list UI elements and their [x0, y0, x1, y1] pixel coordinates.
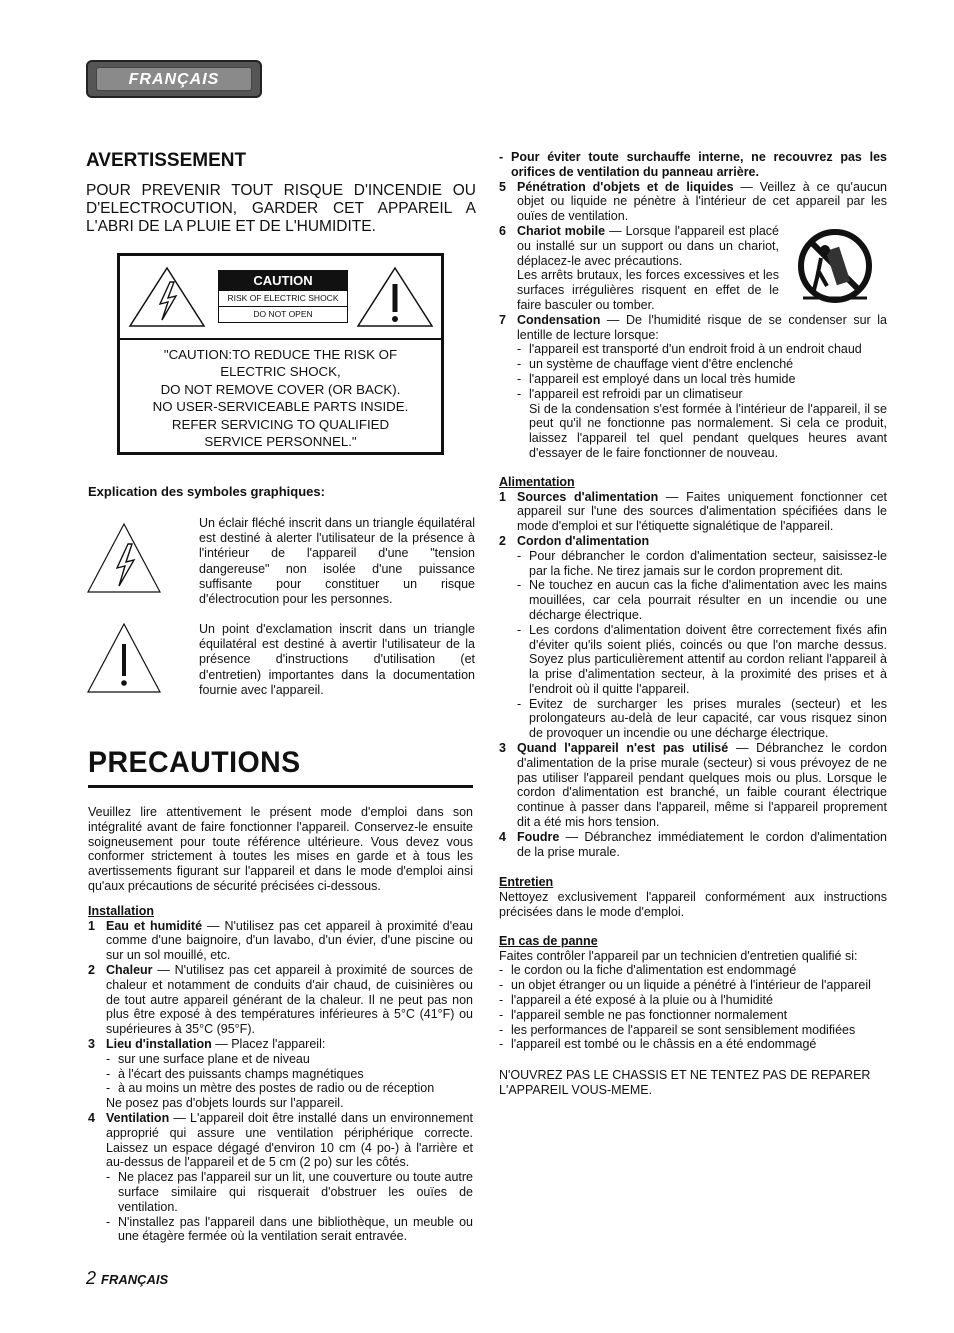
- item-head: Eau et humidité: [106, 918, 203, 933]
- item-number: 1: [499, 489, 506, 504]
- dash-text: Evitez de surcharger les prises murales (secteur) et les prolongateurs au-delà de leur capacité, car vous risquez sinon de provoquer un incendie ou une décharge électrique.: [529, 696, 887, 741]
- panne-intro: Faites contrôler l'appareil par un technicien d'entretien qualifié si:: [499, 948, 858, 963]
- item-number: 3: [499, 741, 506, 756]
- list-item: [499, 180, 887, 224]
- cart-warning-icon: [797, 228, 873, 304]
- dash-item: - Pour débrancher le cordon d'alimentation secteur, saisissez-le par la fiche. Ne tirez jamais sur le cordon proprement dit.: [517, 548, 887, 578]
- item-number: 7: [499, 312, 506, 327]
- page-footer: [86, 1268, 168, 1289]
- dash-item: - l'appareil a été exposé à la pluie ou à l'humidité: [499, 993, 887, 1008]
- list-item: [499, 224, 887, 313]
- entretien-text: Nettoyez exclusivement l'appareil conformément aux instructions précisées dans le mode d'emploi.: [499, 890, 887, 920]
- dash-item: - l'appareil est tombé ou le châssis en a été endommagé: [499, 1037, 887, 1052]
- item-head: Pénétration d'objets et de liquides: [517, 179, 734, 194]
- dash-item: - N'installez pas l'appareil dans une bibliothèque, un meuble ou une étagère fermée où la ventilation serait entravée.: [106, 1214, 473, 1244]
- dash-text: l'appareil est transporté d'un endroit froid à un endroit chaud: [529, 342, 862, 357]
- list-item: [499, 490, 887, 534]
- dash-text: Ne placez pas l'appareil sur un lit, une couverture ou toute autre surface similaire qui risquerait d'obstruer les ouïes de ventilation.: [118, 1170, 473, 1214]
- list-item: [499, 741, 887, 830]
- item-after-text: Les arrêts brutaux, les forces excessives et les surfaces irrégulières risquent en effet de le faire basculer ou tomber.: [517, 268, 779, 312]
- dash-text: Pour éviter toute surchauffe interne, ne recouvrez pas les orifices de ventilation du panneau arrière.: [511, 150, 887, 179]
- caution-line: DO NOT REMOVE COVER (OR BACK).: [160, 381, 401, 397]
- dash-item: - l'appareil est refroidi par un climatiseur: [517, 387, 887, 402]
- caution-label-sub2: DO NOT OPEN: [253, 309, 313, 319]
- lightning-triangle-icon: [86, 522, 162, 594]
- caution-box: [117, 253, 444, 455]
- item-after-text: Ne posez pas d'objets lourds sur l'appareil.: [106, 1096, 344, 1111]
- dash-text: Pour débrancher le cordon d'alimentation secteur, saisissez-le par la fiche. Ne tirez jamais sur le cordon proprement dit.: [529, 548, 887, 578]
- closing-warning: N'OUVREZ PAS LE CHASSIS ET NE TENTEZ PAS DE REPARER L'APPAREIL VOUS-MEME.: [499, 1068, 871, 1098]
- list-item: [88, 963, 473, 1037]
- list-item: [88, 1037, 473, 1111]
- precautions-heading: PRECAUTIONS: [88, 746, 301, 779]
- item-number: 1: [88, 918, 95, 933]
- precautions-divider: [88, 785, 473, 788]
- intro-paragraph: Veuillez lire attentivement le présent mode d'emploi dans son intégralité avant de faire fonctionner l'appareil. Conservez-le ensuite soigneusement pour toute référence ultérieure. Vous devez vous conformer strictement à toutes les mises en garde et à tous les avertissements figurant sur l'appareil et dans le mode d'emploi ainsi qu'aux précautions de sécurité précisées ci-dessous.: [88, 805, 473, 893]
- caution-box-text: [130, 346, 431, 450]
- item-text: — Débranchez le cordon d'alimentation de la prise murale (secteur) si vous prévoyez de ne pas utiliser l'appareil pendant quelques mois ou plus. Lorsque le cordon d'alimentation est branché, un faible courant électrique continue à passer dans l'appareil, même si l'appareil proprement dit a été mis hors tension.: [517, 741, 887, 830]
- dash-text: un système de chauffage vient d'être enclenché: [529, 357, 794, 372]
- item-text: — Veillez à ce qu'aucun objet ou liquide ne pénètre à l'intérieur de cet appareil par les ouïes de ventilation.: [517, 179, 887, 224]
- dash-item: - Ne touchez en aucun cas la fiche d'alimentation avec les mains mouillées, car cela pourrait résulter en un incendie ou une décharge électrique.: [517, 578, 887, 622]
- item-after-text: Si de la condensation s'est formée à l'intérieur de l'appareil, il se peut qu'il ne fonctionne pas normalement. Si cela ce produit, laissez l'appareil tel quel pendant quelques heures avant d'essayer de le faire fonctionner de nouveau.: [529, 401, 887, 460]
- item-head: Cordon d'alimentation: [517, 533, 650, 548]
- exclamation-explanation: Un point d'exclamation inscrit dans un triangle équilatéral est destiné à avertir l'utilisateur de la présence d'instructions d'utilisation (et d'entretien) importantes dans la documentation fournie avec l'appareil.: [199, 622, 475, 697]
- dash-text: N'installez pas l'appareil dans une bibliothèque, un meuble ou une étagère fermée où la ventilation serait entravée.: [118, 1214, 473, 1244]
- item-head: Quand l'appareil n'est pas utilisé: [517, 741, 729, 756]
- dash-item: - l'appareil est transporté d'un endroit froid à un endroit chaud: [517, 342, 887, 357]
- item-text: — Faites uniquement fonctionner cet appareil sur l'une des sources d'alimentation spécifiées dans le mode d'emploi et sur l'étiquette signalétique de l'appareil.: [517, 489, 887, 534]
- item-number: 4: [499, 829, 506, 844]
- item-number: 2: [499, 533, 506, 548]
- caution-label-title: CAUTION: [219, 271, 347, 291]
- exclamation-triangle-icon: [86, 622, 162, 694]
- dash-item: - Pour éviter toute surchauffe interne, ne recouvrez pas les orifices de ventilation du panneau arrière.: [499, 150, 887, 179]
- language-tab: [86, 60, 262, 98]
- item-text: — Placez l'appareil:: [211, 1036, 326, 1051]
- lightning-triangle-icon: [128, 266, 206, 328]
- item-head: Condensation: [517, 312, 601, 327]
- caution-line: NO USER-SERVICEABLE PARTS INSIDE.: [152, 399, 409, 415]
- dash-text: le cordon ou la fiche d'alimentation est endommagé: [511, 963, 797, 978]
- dash-item: - à au moins un mètre des postes de radio ou de réception: [106, 1081, 473, 1096]
- item-head: Foudre: [517, 829, 560, 844]
- item-text: — N'utilisez pas cet appareil à proximité d'eau comme d'une baignoire, d'un lavabo, d'un évier, d'une piscine ou sur un sol mouillé, etc.: [106, 918, 473, 963]
- item-text: — De l'humidité risque de se condenser sur la lentille de lecture lorsque:: [517, 312, 887, 342]
- dash-item: - à l'écart des puissants champs magnétiques: [106, 1067, 473, 1082]
- item-head: Chaleur: [106, 962, 153, 977]
- caution-line: ELECTRIC SHOCK,: [220, 364, 341, 380]
- item-text: — N'utilisez pas cet appareil à proximité de sources de chaleur et notamment de conduits d'air chaud, de cuisinières ou de tout autre appareil générant de la chaleur. Il ne peut pas non plus être exposé à des températures inférieures à 5°C (41°F) ou supérieures à 35°C (95°F).: [106, 962, 473, 1037]
- exclamation-triangle-icon: [356, 266, 434, 328]
- avertissement-heading: AVERTISSEMENT: [86, 150, 247, 171]
- dash-item: - un système de chauffage vient d'être enclenché: [517, 357, 887, 372]
- list-item: [499, 534, 887, 741]
- caution-label-sub1: RISK OF ELECTRIC SHOCK: [219, 291, 347, 307]
- item-text: — L'appareil doit être installé dans un environnement approprié qui assure une ventilation périphérique correcte. Laissez un espace dégagé d'environ 10 cm (4 po-) à l'arrière et au-dessus de l'appareil et de 5 cm (2 po) sur les côtés.: [106, 1110, 473, 1170]
- list-item: [88, 1111, 473, 1244]
- item-text: — Lorsque l'appareil est placé ou installé sur un support ou dans un chariot, déplacez-le avec précautions.: [517, 223, 780, 268]
- installation-heading: Installation: [88, 903, 154, 918]
- alimentation-heading: Alimentation: [499, 474, 575, 489]
- item-number: 2: [88, 962, 95, 977]
- dash-text: l'appareil est employé dans un local très humide: [529, 371, 796, 386]
- list-item: [499, 830, 887, 860]
- item-head: Sources d'alimentation: [517, 489, 659, 504]
- item-head: Lieu d'installation: [106, 1036, 212, 1051]
- dash-text: Les cordons d'alimentation doivent être correctement fixés afin d'éviter qu'ils soient pliés, coincés ou que l'on marche dessus. Soyez plus particulièrement attentif au cordon reliant l'appareil à la prise d'alimentation secteur, à la proximité des prises et à l'endroit où il quitte l'appareil.: [529, 622, 887, 696]
- dash-item: - les performances de l'appareil se sont sensiblement modifiées: [499, 1023, 887, 1038]
- list-item: [88, 919, 473, 963]
- caution-label: [218, 270, 348, 323]
- left-column: [88, 805, 473, 1244]
- dash-text: sur une surface plane et de niveau: [118, 1051, 310, 1066]
- item-number: 5: [499, 179, 506, 194]
- dash-text: Ne touchez en aucun cas la fiche d'alimentation avec les mains mouillées, car cela pourrait résulter en un incendie ou une décharge électrique.: [529, 578, 887, 622]
- caution-line: "CAUTION:TO REDUCE THE RISK OF: [163, 347, 398, 362]
- dash-item: - Les cordons d'alimentation doivent être correctement fixés afin d'éviter qu'ils soient pliés, coincés ou que l'on marche dessus. Soyez plus particulièrement attentif au cordon reliant l'appareil à la prise d'alimentation secteur, à la proximité des prises et à l'endroit où il quitte l'appareil.: [517, 622, 887, 696]
- dash-text: l'appareil semble ne pas fonctionner normalement: [511, 1007, 788, 1022]
- dash-text: l'appareil a été exposé à la pluie ou à l'humidité: [511, 993, 773, 1008]
- dash-item: - sur une surface plane et de niveau: [106, 1052, 473, 1067]
- dash-item: - l'appareil est employé dans un local très humide: [517, 372, 887, 387]
- dash-item: - l'appareil semble ne pas fonctionner normalement: [499, 1008, 887, 1023]
- symbols-heading: Explication des symboles graphiques:: [88, 484, 325, 499]
- dash-text: à au moins un mètre des postes de radio ou de réception: [118, 1081, 435, 1096]
- item-text: — Débranchez immédiatement le cordon d'alimentation de la prise murale.: [517, 829, 887, 859]
- entretien-heading: Entretien: [499, 875, 554, 890]
- dash-item: - le cordon ou la fiche d'alimentation est endommagé: [499, 963, 887, 978]
- item-head: Chariot mobile: [517, 223, 606, 238]
- list-item: [499, 313, 887, 461]
- item-number: 3: [88, 1036, 95, 1051]
- item-number: 4: [88, 1110, 95, 1125]
- item-head: Ventilation: [106, 1110, 170, 1125]
- dash-text: à l'écart des puissants champs magnétiques: [118, 1066, 364, 1081]
- dash-text: l'appareil est refroidi par un climatiseur: [529, 386, 743, 401]
- dash-text: les performances de l'appareil se sont sensiblement modifiées: [511, 1022, 856, 1037]
- caution-line: SERVICE PERSONNEL.": [204, 434, 357, 450]
- item-number: 6: [499, 223, 506, 238]
- footer-language: FRANÇAIS: [101, 1272, 169, 1287]
- page-number: 2: [86, 1268, 97, 1288]
- dash-item: - Evitez de surcharger les prises murales (secteur) et les prolongateurs au-delà de leur capacité, car vous risquez sinon de provoquer un incendie ou une décharge électrique.: [517, 696, 887, 741]
- language-tab-label: FRANÇAIS: [96, 67, 252, 91]
- warning-text: POUR PREVENIR TOUT RISQUE D'INCENDIE OU D'ELECTROCUTION, GARDER CET APPAREIL A L'ABRI DE LA PLUIE ET DE L'HUMIDITE.: [86, 182, 476, 235]
- dash-text: l'appareil est tombé ou le châssis en a été endommagé: [511, 1037, 817, 1052]
- panne-heading: En cas de panne: [499, 933, 598, 948]
- dash-item: - un objet étranger ou un liquide a pénétré à l'intérieur de l'appareil: [499, 978, 887, 993]
- caution-box-header: [120, 256, 441, 340]
- lightning-explanation: Un éclair fléché inscrit dans un triangle équilatéral est destiné à alerter l'utilisateur de la présence à l'intérieur de l'appareil d'une "tension dangereuse" non isolée d'une puissance suffisante pour constituer un risque d'électrocution pour les personnes.: [199, 516, 475, 607]
- dash-text: un objet étranger ou un liquide a pénétré à l'intérieur de l'appareil: [511, 978, 871, 993]
- caution-line: REFER SERVICING TO QUALIFIED: [171, 416, 390, 432]
- dash-item: - Ne placez pas l'appareil sur un lit, une couverture ou toute autre surface similaire qui risquerait d'obstruer les ouïes de ventilation.: [106, 1170, 473, 1214]
- right-column: [499, 150, 887, 1098]
